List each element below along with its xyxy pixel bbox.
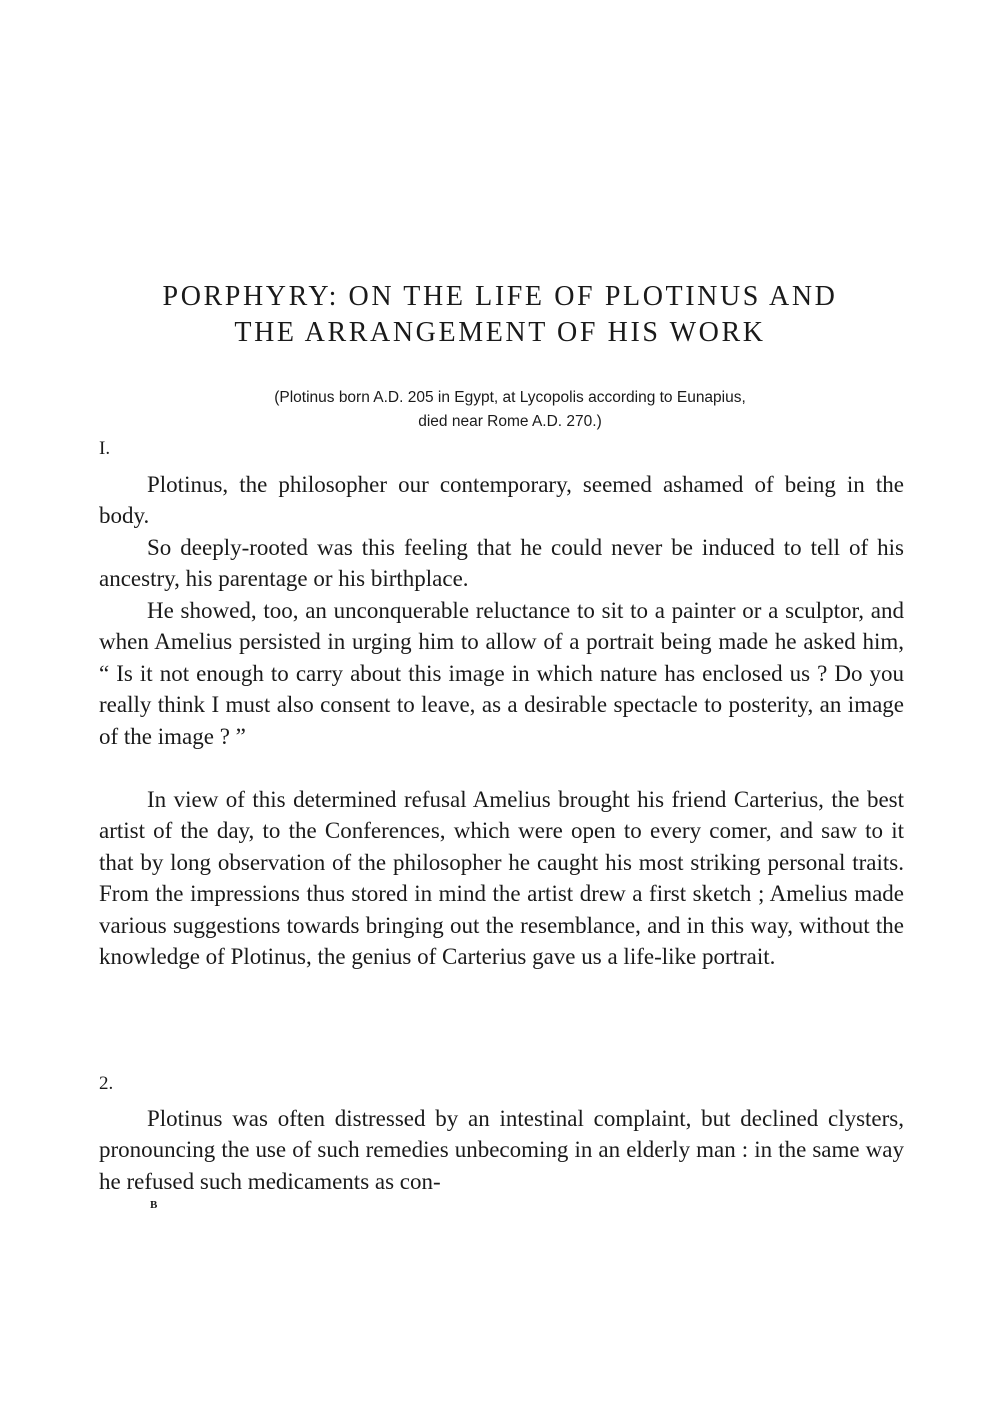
paragraph: He showed, too, an unconquerable reluctance to sit to a painter or a sculptor, and when Amelius persisted in urging him to allow of a portrait being made he asked him, “ Is it not enough to carry about this image in which nature has enclosed us ? Do you really think I must also consent to leave, as a desirable spectacle to posterity, an image of the image ? ” <box>99 598 904 749</box>
subtitle-line-1: (Plotinus born A.D. 205 in Egypt, at Lycopolis according to Eunapius, <box>274 389 746 406</box>
paragraph: In view of this determined refusal Amelius brought his friend Carterius, the best artist of the day, to the Conferences, which were open to every comer, and saw to it that by long observation of the philosopher he caught his most striking personal traits. From the impressions thus stored in mind the artist drew a first sketch ; Amelius made various suggestions towards bringing out the resemblance, and in this way, without the knowledge of Plotinus, the genius of Carterius gave us a life-like portrait. <box>99 787 904 970</box>
title-line-2: THE ARRANGEMENT OF HIS WORK <box>234 317 766 348</box>
signature-mark: B <box>150 1199 158 1211</box>
section-number-2: 2. <box>99 1073 114 1094</box>
paragraph: Plotinus, the philosopher our contemporary, seemed ashamed of being in the body. <box>99 472 904 529</box>
subtitle-line-2: died near Rome A.D. 270.) <box>418 413 602 430</box>
title-line-1: PORPHYRY: ON THE LIFE OF PLOTINUS AND <box>162 281 838 312</box>
subtitle <box>150 386 870 434</box>
paragraph: Plotinus was often distressed by an intestinal complaint, but declined clysters, pronouncing the use of such remedies unbecoming in an elderly man : in the same way he refused such medicaments as con- <box>99 1106 904 1194</box>
section-number-1: I. <box>99 438 111 459</box>
paragraph: So deeply-rooted was this feeling that he could never be induced to tell of his ancestry, his parentage or his birthplace. <box>99 535 904 592</box>
